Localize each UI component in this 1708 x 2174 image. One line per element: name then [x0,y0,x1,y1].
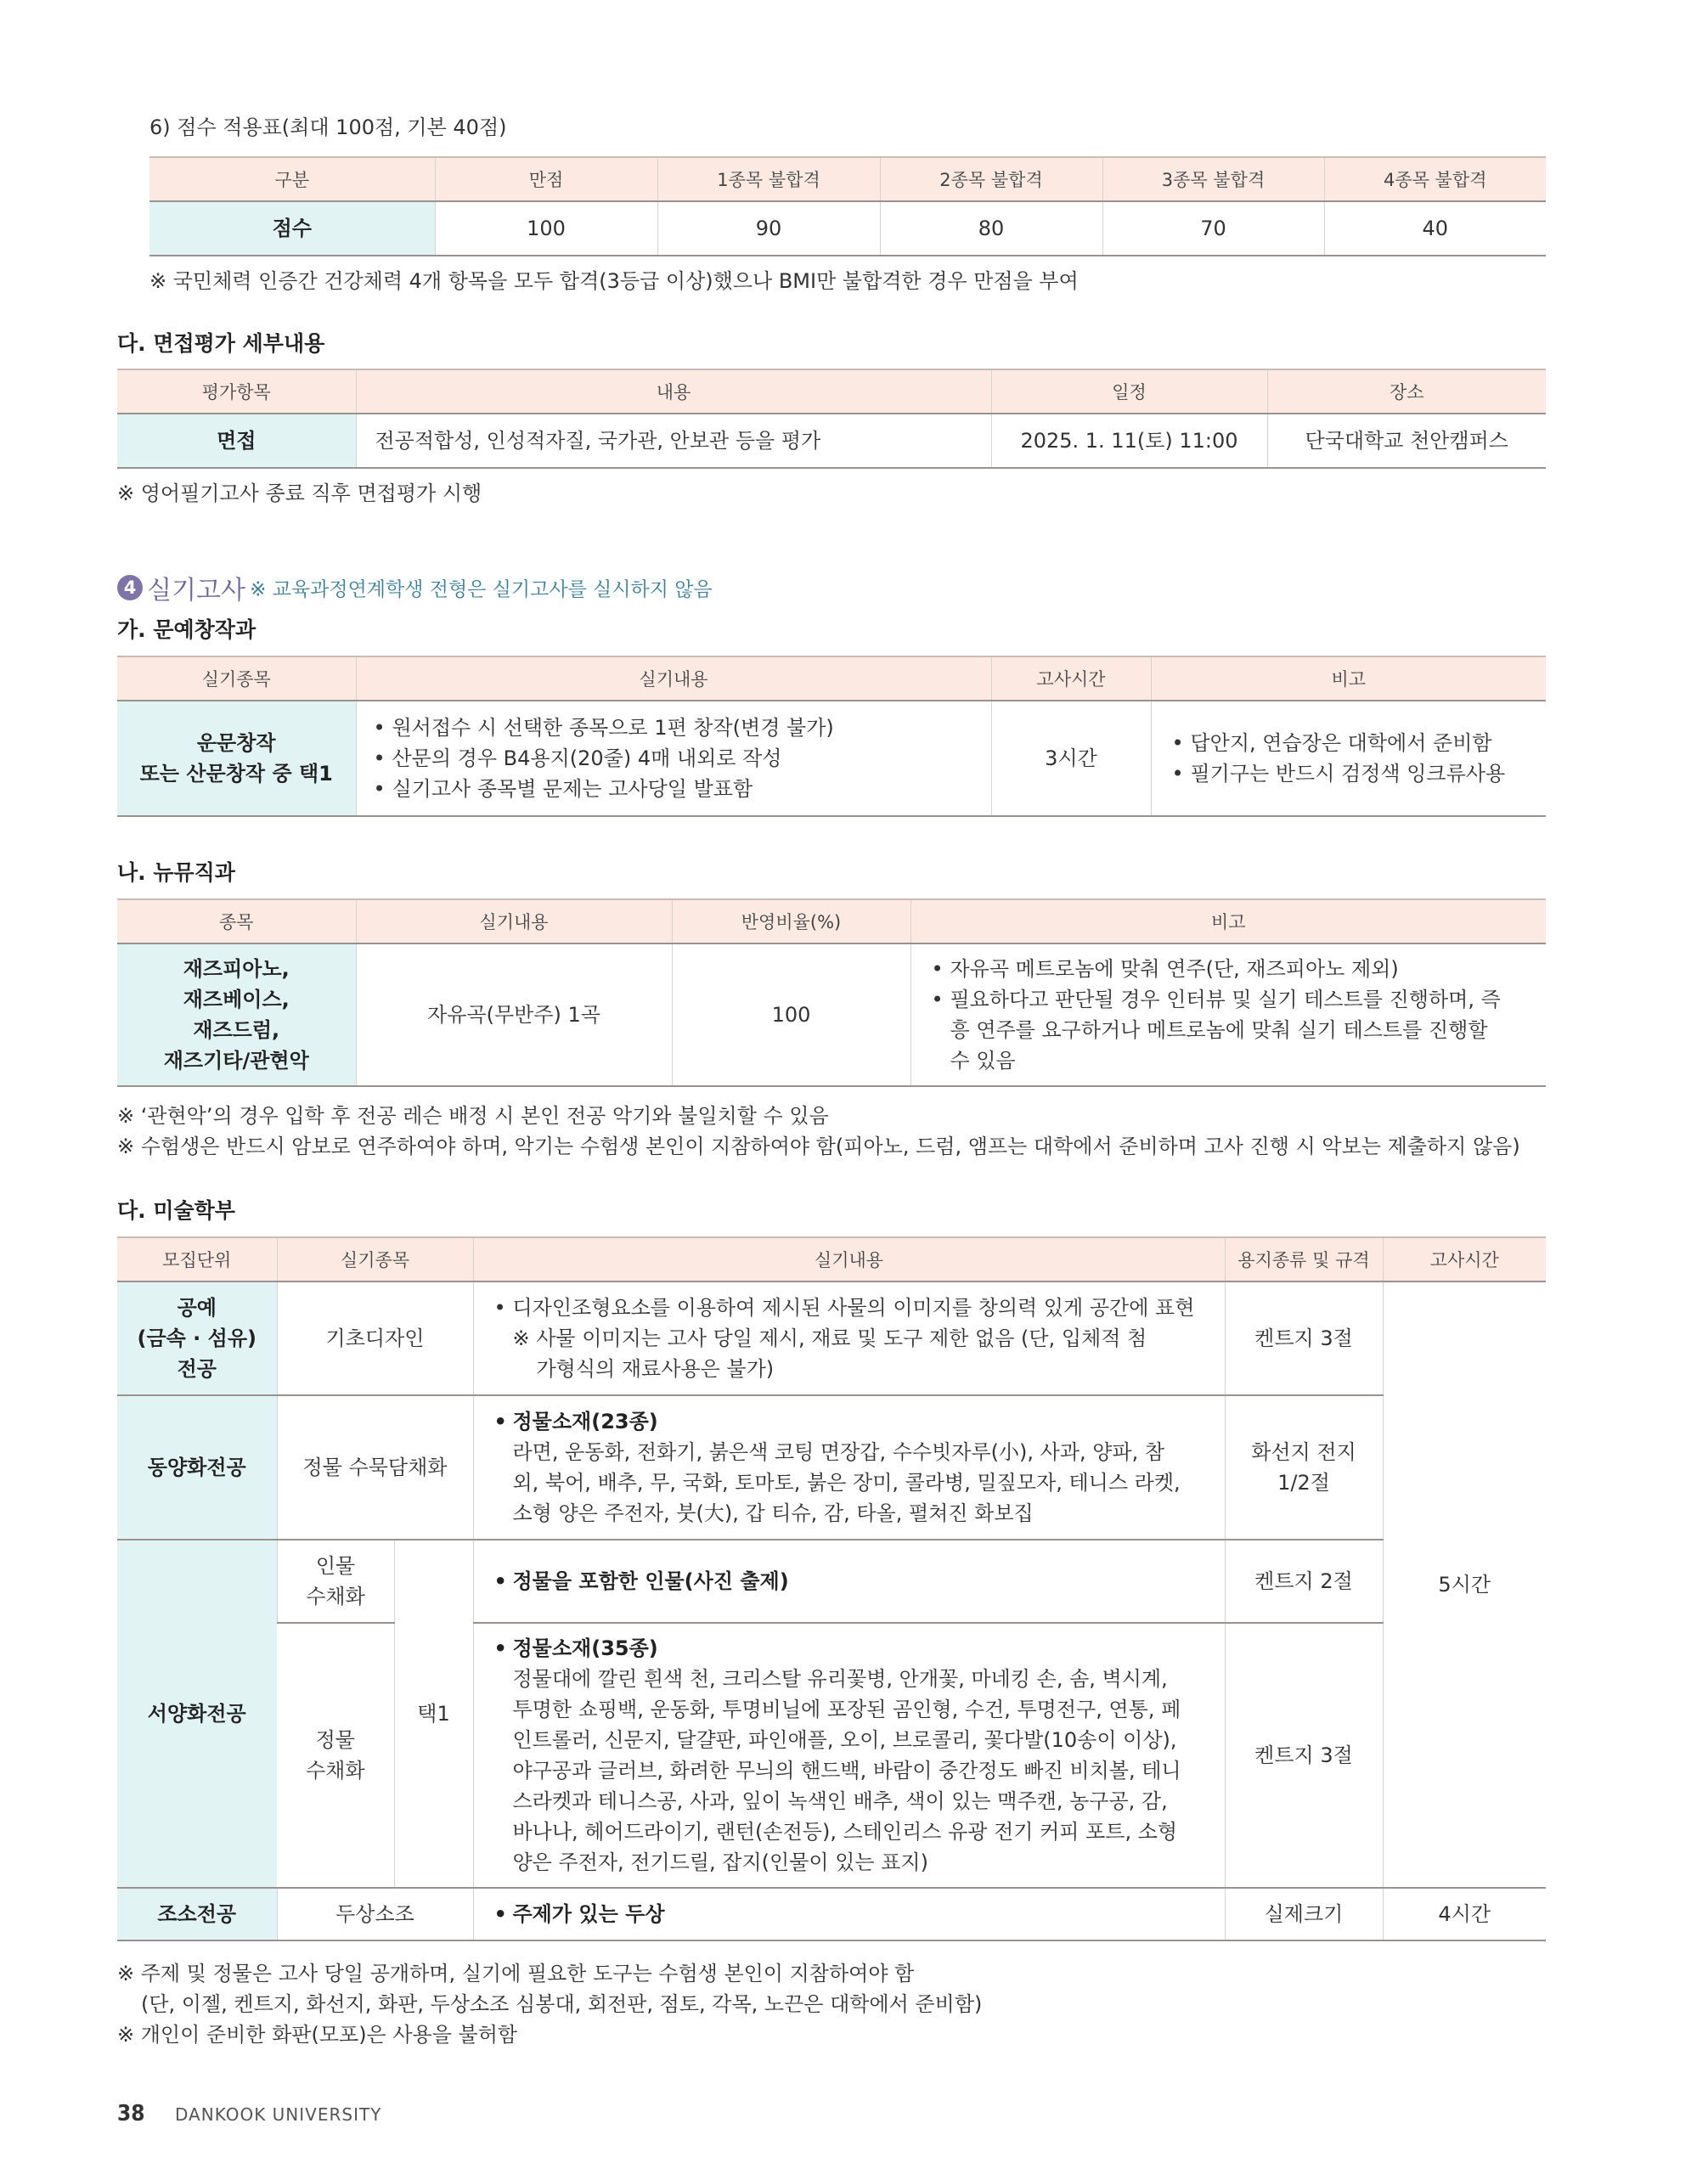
bullet-item: • 디자인조형요소를 이용하여 제시된 사물의 이미지를 창의력 있게 공간에 표현 [493,1293,1216,1323]
table-header-cell: 종목 [117,899,356,943]
subject-line: 정물 [315,1728,355,1752]
table-cell: 100 [672,943,910,1086]
table-row [117,1540,1546,1623]
table-cell: 기초디자인 [277,1281,473,1395]
literature-table [117,656,1546,817]
row-label [117,701,356,816]
table-cell: 단국대학교 천안캠퍼스 [1267,414,1546,468]
table-header-cell: 실기내용 [473,1237,1225,1281]
art-note: ※ 개인이 준비한 화판(모포)은 사용을 불허함 [117,2023,518,2047]
remarks-cell [910,943,1546,1086]
table-cell [277,1623,394,1888]
label-line: 재즈기타/관현악 [163,1049,309,1073]
label-line: (금속 · 섬유) [137,1326,256,1350]
subject-line: 수채화 [306,1585,365,1608]
table-row [149,201,1546,256]
bullet-item: • 산문의 경우 B4용지(20줄) 4매 내외로 작성 [372,743,983,774]
literature-heading: 가. 문예창작과 [117,617,256,642]
table-header-cell: 구분 [149,157,435,201]
table-cell: 켄트지 3절 [1225,1281,1383,1395]
table-row [117,1623,1546,1888]
table-cell: 실제크기 [1225,1888,1383,1940]
row-label [117,1281,277,1395]
table-header-cell: 4종목 불합격 [1324,157,1546,201]
table-cell: 전공적합성, 인성적자질, 국가관, 안보관 등을 평가 [356,414,991,468]
content-cell [473,1623,1225,1888]
bullet-item: • 자유곡 메트로놈에 맞춰 연주(단, 재즈피아노 제외) [930,954,1513,984]
art-heading: 다. 미술학부 [117,1198,235,1223]
bullet-item: • 주제가 있는 두상 [493,1899,1216,1929]
bullet-item: • 정물소재(23종) [493,1406,1191,1437]
bullet-item: • 정물을 포함한 인물(사진 출제) [493,1566,1216,1597]
subject-line: 수채화 [305,1759,365,1783]
label-line: 재즈피아노, [183,957,290,981]
table-header-cell: 일정 [991,369,1267,414]
table-cell [1225,1395,1383,1540]
table-header-row [149,157,1546,201]
table-cell: 70 [1102,201,1324,256]
table-header-cell: 1종목 불합격 [657,157,880,201]
table-cell: 3시간 [991,701,1151,816]
label-line: 또는 산문창작 중 택1 [139,762,333,786]
section-title: 실기고사 [147,576,246,605]
score-table [149,156,1546,256]
bullet-item: • 실기고사 종목별 문제는 고사당일 발표함 [372,774,983,804]
label-line: 공예 [177,1296,217,1320]
row-label: 서양화전공 [117,1540,277,1888]
art-note: ※ 주제 및 정물은 고사 당일 공개하며, 실기에 필요한 도구는 수험생 본인이 지참하여야 함 [117,1962,915,1985]
art-note: (단, 이젤, 켄트지, 화선지, 화판, 두상소조 심봉대, 회전판, 점토, 각목, 노끈은 대학에서 준비함) [141,1992,983,2016]
table-cell: 2025. 1. 11(토) 11:00 [991,414,1267,468]
score-table-title: 6) 점수 적용표(최대 100점, 기본 40점) [149,115,507,139]
section-note: ※ 교육과정연계학생 전형은 실기고사를 실시하지 않음 [250,578,713,601]
table-row [117,943,1546,1086]
table-header-cell: 반영비율(%) [672,899,910,943]
content-text: 라면, 운동화, 전화기, 붉은색 코팅 면장갑, 수수빗자루(小), 사과, 양파, 참외, 북어, 배추, 무, 국화, 토마토, 붉은 장미, 콜라병, 밀짚모자, 테니스 라켓, 소형 양은 주전자, 붓(大), 갑 티슈, 감, 타올, 펼쳐진 화보집 [512,1440,1181,1525]
section-4-header [117,569,713,606]
interview-table [117,369,1546,469]
table-header-row [117,369,1546,414]
table-header-cell: 비고 [910,899,1546,943]
table-header-row [117,899,1546,943]
table-header-row [117,656,1546,701]
bullet-item: • 필기구는 반드시 검정색 잉크류사용 [1170,758,1538,789]
table-cell: 켄트지 2절 [1225,1540,1383,1623]
footer-university: DANKOOK UNIVERSITY [175,2104,382,2125]
table-header-cell: 모집단위 [117,1237,277,1281]
table-header-cell: 내용 [356,369,991,414]
music-note: ※ ‘관현악’의 경우 입학 후 전공 레슨 배정 시 본인 전공 악기와 불일치할 수 있음 [117,1104,829,1128]
interview-heading: 다. 면접평가 세부내용 [117,331,325,356]
table-row [117,414,1546,468]
table-header-cell: 실기종목 [277,1237,473,1281]
bullet-item: • 원서접수 시 선택한 종목으로 1편 창작(변경 불가) [372,712,983,743]
row-label [117,943,356,1086]
row-label: 동양화전공 [117,1395,277,1540]
remarks-cell [1151,701,1546,816]
table-cell: 자유곡(무반주) 1곡 [356,943,672,1086]
shared-time-cell: 5시간 [1383,1281,1546,1888]
table-header-cell: 용지종류 및 규격 [1225,1237,1383,1281]
table-cell: 4시간 [1383,1888,1546,1940]
section-number-badge: 4 [117,575,143,600]
table-cell: 정물 수묵담채화 [277,1395,473,1540]
page-number: 38 [117,2101,145,2126]
content-cell [473,1540,1225,1623]
music-heading: 나. 뉴뮤직과 [117,860,235,885]
table-cell: 80 [880,201,1102,256]
table-header-cell: 만점 [435,157,657,201]
table-cell [277,1540,394,1623]
content-cell [473,1395,1225,1540]
table-header-cell: 고사시간 [991,656,1151,701]
table-cell: 100 [435,201,657,256]
table-cell: 40 [1324,201,1546,256]
table-header-cell: 2종목 불합격 [880,157,1102,201]
table-row [117,701,1546,816]
label-line: 전공 [177,1357,217,1381]
score-table-note: ※ 국민체력 인증간 건강체력 4개 항목을 모두 합격(3등급 이상)했으나 BMI만 불합격한 경우 만점을 부여 [149,269,1079,293]
music-note: ※ 수험생은 반드시 암보로 연주하여야 하며, 악기는 수험생 본인이 지참하여야 함(피아노, 드럼, 앰프는 대학에서 준비하며 고사 진행 시 악보는 제출하지 않음) [117,1135,1520,1158]
subject-line: 인물 [315,1554,356,1578]
table-header-cell: 실기내용 [356,899,672,943]
label-line: 운문창작 [196,731,276,755]
row-label: 면접 [117,414,356,468]
bullet-item: • 정물소재(35종) [493,1633,1191,1664]
content-cell [356,701,991,816]
table-row [117,1888,1546,1940]
table-row [117,1281,1546,1395]
choice-cell: 택1 [394,1540,473,1888]
content-cell [473,1281,1225,1395]
paper-line: 화선지 전지 [1251,1440,1356,1464]
table-header-cell: 실기종목 [117,656,356,701]
music-table [117,898,1546,1087]
content-text: 정물대에 깔린 흰색 천, 크리스탈 유리꽃병, 안개꽃, 마네킹 손, 솜, 벽시계, 투명한 쇼핑백, 운동화, 투명비닐에 포장된 곰인형, 수건, 투명전구, 연통, 페인트롤러, 신문지, 달걀판, 파인애플, 오이, 브로콜리, 꽃다발(10송이 이상), 야구공과 글러브, 화려한 무늬의 핸드백, 바람이 중간정도 빠진 비치볼, 테니스라켓과 테니스공, 사과, 잎이 녹색인 배추, 색이 있는 맥주캔, 농구공, 감, 바나나, 헤어드라이기, 랜턴(손전등), 스테인리스 유광 전기 커피 포트, 소형 양은 주전자, 전기드릴, 잡지(인물이 있는 표지) [512,1667,1181,1874]
art-table [117,1236,1546,1941]
table-header-cell: 실기내용 [356,656,991,701]
table-header-cell: 비고 [1151,656,1546,701]
table-header-cell: 3종목 불합격 [1102,157,1324,201]
label-line: 재즈드럼, [193,1018,280,1042]
table-header-cell: 고사시간 [1383,1237,1546,1281]
content-note: ※ 사물 이미지는 고사 당일 제시, 재료 및 도구 제한 없음 (단, 입체적 첨가형식의 재료사용은 불가) [512,1326,1147,1381]
table-cell: 두상소조 [277,1888,473,1940]
table-cell: 켄트지 3절 [1225,1623,1383,1888]
interview-note: ※ 영어필기고사 종료 직후 면접평가 시행 [117,482,482,505]
bullet-item: • 필요하다고 판단될 경우 인터뷰 및 실기 테스트를 진행하며, 즉흥 연주를 요구하거나 메트로놈에 맞춰 실기 테스트를 진행할 수 있음 [930,984,1513,1076]
table-row [117,1395,1546,1540]
table-header-cell: 장소 [1267,369,1546,414]
content-cell [473,1888,1225,1940]
row-label: 조소전공 [117,1888,277,1940]
label-line: 재즈베이스, [183,988,290,1011]
table-header-row [117,1237,1546,1281]
row-label: 점수 [149,201,435,256]
table-header-cell: 평가항목 [117,369,356,414]
table-cell: 90 [657,201,880,256]
paper-line: 1/2절 [1277,1471,1330,1495]
bullet-item: • 답안지, 연습장은 대학에서 준비함 [1170,728,1538,758]
